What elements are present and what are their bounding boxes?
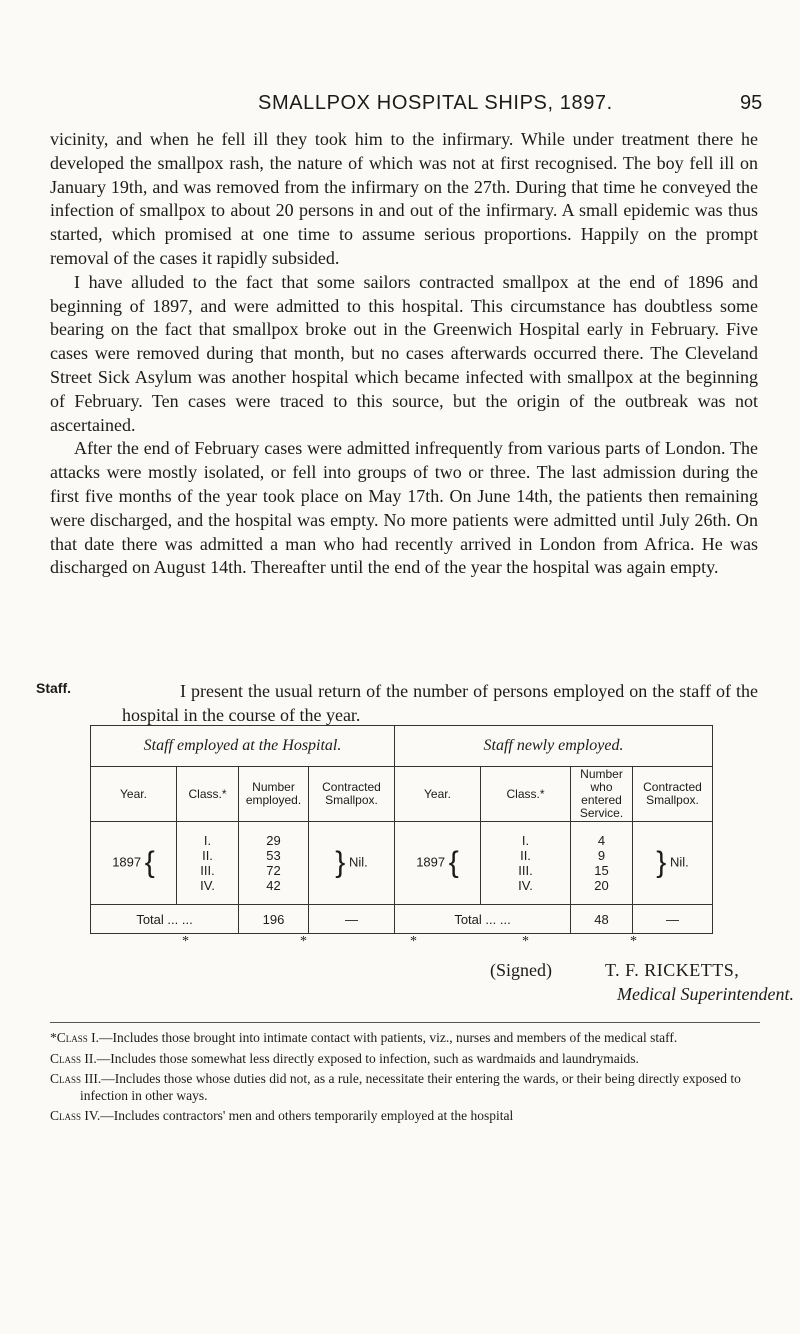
margin-note: Staff. [36,680,71,696]
footnote [50,1071,760,1104]
star: * [182,934,189,949]
footnotes [50,1030,760,1129]
entered-value: 20 [594,878,609,893]
column-header: Class.* [177,767,239,822]
class-cell [481,822,571,905]
footnote-divider [50,1022,760,1023]
group-header-employed: Staff employed at the Hospital. [91,726,395,767]
brace: } [656,846,667,879]
footnote-label: *Class I. [50,1030,100,1045]
class-label: IV. [200,878,215,893]
footnote-label: Class II. [50,1050,97,1066]
table-row [91,822,713,905]
total-employed: 196 [239,905,309,934]
signatory-role: Medical Superintendent. [617,984,794,1004]
class-label: III. [518,863,533,878]
signatory-name: T. F. RICKETTS, [605,960,740,980]
class-label: II. [520,848,531,863]
footnote [50,1108,760,1125]
star: * [300,934,307,949]
footnote-text: —Includes those whose duties did not, as a rule, necessitate their entering the wards, or their being directly exposed to infection in other ways. [80,1071,741,1103]
class-label: III. [200,863,215,878]
group-header-newly-employed: Staff newly employed. [395,726,713,767]
total-label-text: Total [454,911,482,927]
brace: { [448,846,459,879]
column-header: Year. [91,767,177,822]
running-title: SMALLPOX HOSPITAL SHIPS, 1897. [258,92,613,114]
star: * [522,934,529,949]
star: * [410,934,417,949]
staff-paragraph-text: I present the usual return of the number of persons employed on the staff of the hospital in the course of the year. [122,681,758,725]
employed-value: 29 [266,833,281,848]
brace: } [335,846,346,879]
paragraph: vicinity, and when he fell ill they took him to the infirmary. While under treatment there he developed the smallpox rash, the nature of which was not at first recognised. The boy fell ill on January 19th, and was removed from the infirmary on the 27th. During that time he conveyed the infection of smallpox to about 20 persons in and out of the infirmary. A small epidemic was thus started, which promised at one time to assume serious proportions. Happily on the prompt removal of the cases it rapidly subsided. [50,129,758,268]
employed-value: 72 [266,863,281,878]
staff-table [90,725,713,934]
year-value: 1897 [112,854,142,870]
footnote-text: —Includes those somewhat less directly exposed to infection, such as wardmaids and laundrymaids. [96,1050,639,1066]
page-header [0,92,800,118]
contracted-cell [633,822,713,905]
year-value: 1897 [416,854,446,870]
employed-value: 53 [266,848,281,863]
total-row [91,905,713,934]
signed-label: (Signed) [490,960,552,980]
contracted-value: Nil. [348,854,368,870]
entered-value: 9 [597,848,606,863]
contracted-value: Nil. [669,854,689,870]
paragraph: I have alluded to the fact that some sailors contracted smallpox at the end of 1896 and beginning of 1897, and were admitted to this hospital. This circumstance has doubtless some bearing on the fact that smallpox broke out in the Greenwich Hospital early in February. Five cases were removed during that month, but no cases afterwards occurred there. The Cleveland Street Sick Asylum was another hospital which became infected with smallpox at the beginning of February. Ten cases were traced to this source, but the origin of the outbreak was not ascertained. [50,271,758,435]
total-label-text: Total [136,911,164,927]
total-label: Total ... ... [91,905,239,934]
footnote-text: —Includes those brought into intimate contact with patients, viz., nurses and members of the medical staff. [99,1030,678,1045]
year-cell [395,822,481,905]
employed-value: 42 [266,878,281,893]
staff-paragraph [122,680,758,728]
body-text [50,128,758,580]
page-number: 95 [740,92,763,114]
footnote [50,1051,760,1068]
entered-value: 15 [594,863,609,878]
contracted-cell [309,822,395,905]
column-header: Contracted Smallpox. [309,767,395,822]
total-label: Total ... ... [395,905,571,934]
class-cell [177,822,239,905]
column-header: Number who entered Service. [571,767,633,822]
column-header: Year. [395,767,481,822]
class-label: I. [521,833,530,848]
class-label: IV. [518,878,533,893]
year-cell [91,822,177,905]
paragraph: After the end of February cases were admitted infrequently from various parts of London. The attacks were mostly isolated, or fell into groups of two or three. The last admission during the first five months of the year took place on May 17th. On June 14th, the patients then remaining were discharged, and the hospital was empty. No more patients were admitted until July 26th. On that date there was admitted a man who had recently arrived in London from Africa. He was discharged on August 14th. Thereafter until the end of the year the hospital was again empty. [50,438,758,578]
star: * [630,934,637,949]
entered-cell [571,822,633,905]
footnote-label: Class IV. [50,1108,101,1123]
footnote-text: —Includes contractors' men and others temporarily employed at the hospital [100,1108,514,1123]
footnote [50,1030,760,1047]
total-dash: — [633,905,713,934]
class-label: I. [203,833,212,848]
employed-cell [239,822,309,905]
total-dash: — [309,905,395,934]
brace: { [144,846,155,879]
column-header: Contracted Smallpox. [633,767,713,822]
column-header: Class.* [481,767,571,822]
footnote-label: Class III. [50,1071,102,1086]
total-entered: 48 [571,905,633,934]
column-header: Number employed. [239,767,309,822]
entered-value: 4 [597,833,606,848]
class-label: II. [202,848,213,863]
